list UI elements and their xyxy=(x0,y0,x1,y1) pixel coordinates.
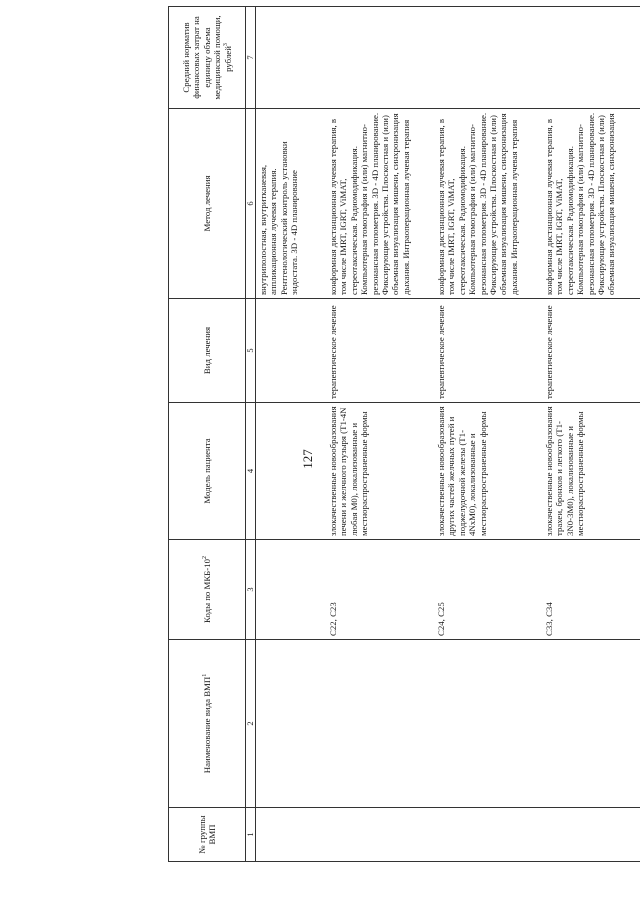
patient-model-cell: злокачественные новообразования печени и желчного пузыря (T1-4N любая M0), локализованные и местнораспространенные формы xyxy=(326,403,434,540)
column-number: 2 xyxy=(246,640,256,808)
header-patient-model: Модель пациента xyxy=(169,403,246,540)
header-vmp-name: Наименование вида ВМП$^1$ xyxy=(169,640,246,808)
column-number: 6 xyxy=(246,109,256,299)
treatment-type-cell: терапевтическое лечение xyxy=(434,299,542,403)
column-number: 3 xyxy=(246,540,256,640)
header-treatment-method: Метод лечения xyxy=(169,109,246,299)
header-treatment-type: Вид лечения xyxy=(169,299,246,403)
treatment-method-cell: конформная дистанционная лучевая терапия, в том числе IMRT, IGRT, ViMAT, стереотаксическая. Радиомодификация. Компьютерная томография и (или) магнитно-резонансная топометрия. 3D - 4D планирование. Фиксирующие устройства. Плоскостная и (или) объемная визуализация мишени, синхронизация дыхания. Интраоперационная лучевая терапия xyxy=(434,109,542,299)
icd-codes-cell: C33, C34 xyxy=(542,540,640,640)
patient-model-cell: злокачественные новообразования трахеи, бронхов и легкого (T1-3N0-3M0), локализованные и местнораспространенные формы xyxy=(542,403,640,540)
treatment-method-cell: конформная дистанционная лучевая терапия, в том числе IMRT, IGRT, ViMAT, стереотаксическая. Радиомодификация. Компьютерная томография и (или) магнитно-резонансная топометрия. 3D - 4D планирование. Фиксирующие устройства. Плоскостная и (или) объемная визуализация мишени, синхронизация xyxy=(542,109,640,299)
column-number: 1 xyxy=(246,808,256,862)
column-number-row xyxy=(246,7,256,862)
treatment-method-cell: конформная дистанционная лучевая терапия, в том числе IMRT, IGRT, ViMAT, стереотаксическая. Радиомодификация. Компьютерная томография и (или) магнитно-резонансная топометрия. 3D - 4D планирование. Фиксирующие устройства. Плоскостная и (или) объемная визуализация мишени, синхронизация дыхания. Интраоперационная лучевая терапия xyxy=(326,109,434,299)
continuation-method-text: внутриполостная, внутритканевая, аппликационная лучевая терапия. Рентгенологический контроль установки эндостата. 3D - 4D планирование xyxy=(256,109,327,299)
page-number: 127 xyxy=(300,449,315,469)
header-cost-standard: Средний норматив финансовых затрат на единицу объема медицинской помощи, рублей$^3$ xyxy=(169,7,246,109)
header-group-number: № группы ВМП xyxy=(169,808,246,862)
icd-codes-cell: C22, C23 xyxy=(326,540,434,640)
table-row xyxy=(434,7,542,862)
rotated-table-container xyxy=(168,7,638,862)
icd-codes-cell: C24, C25 xyxy=(434,540,542,640)
vmp-table xyxy=(168,6,640,862)
patient-model-cell: злокачественные новообразования других частей желчных путей и поджелудочной железы (T1-4NxM0), локализованные и местнораспространенные формы xyxy=(434,403,542,540)
column-number: 7 xyxy=(246,7,256,109)
column-number: 4 xyxy=(246,403,256,540)
header-icd-codes: Коды по МКБ-$10^2$ xyxy=(169,540,246,640)
column-number: 5 xyxy=(246,299,256,403)
table-row xyxy=(326,7,434,862)
treatment-type-cell: терапевтическое лечение xyxy=(326,299,434,403)
table-row xyxy=(542,7,640,862)
continuation-row xyxy=(256,7,327,862)
treatment-type-cell: терапевтическое лечение xyxy=(542,299,640,403)
header-row xyxy=(169,7,246,862)
